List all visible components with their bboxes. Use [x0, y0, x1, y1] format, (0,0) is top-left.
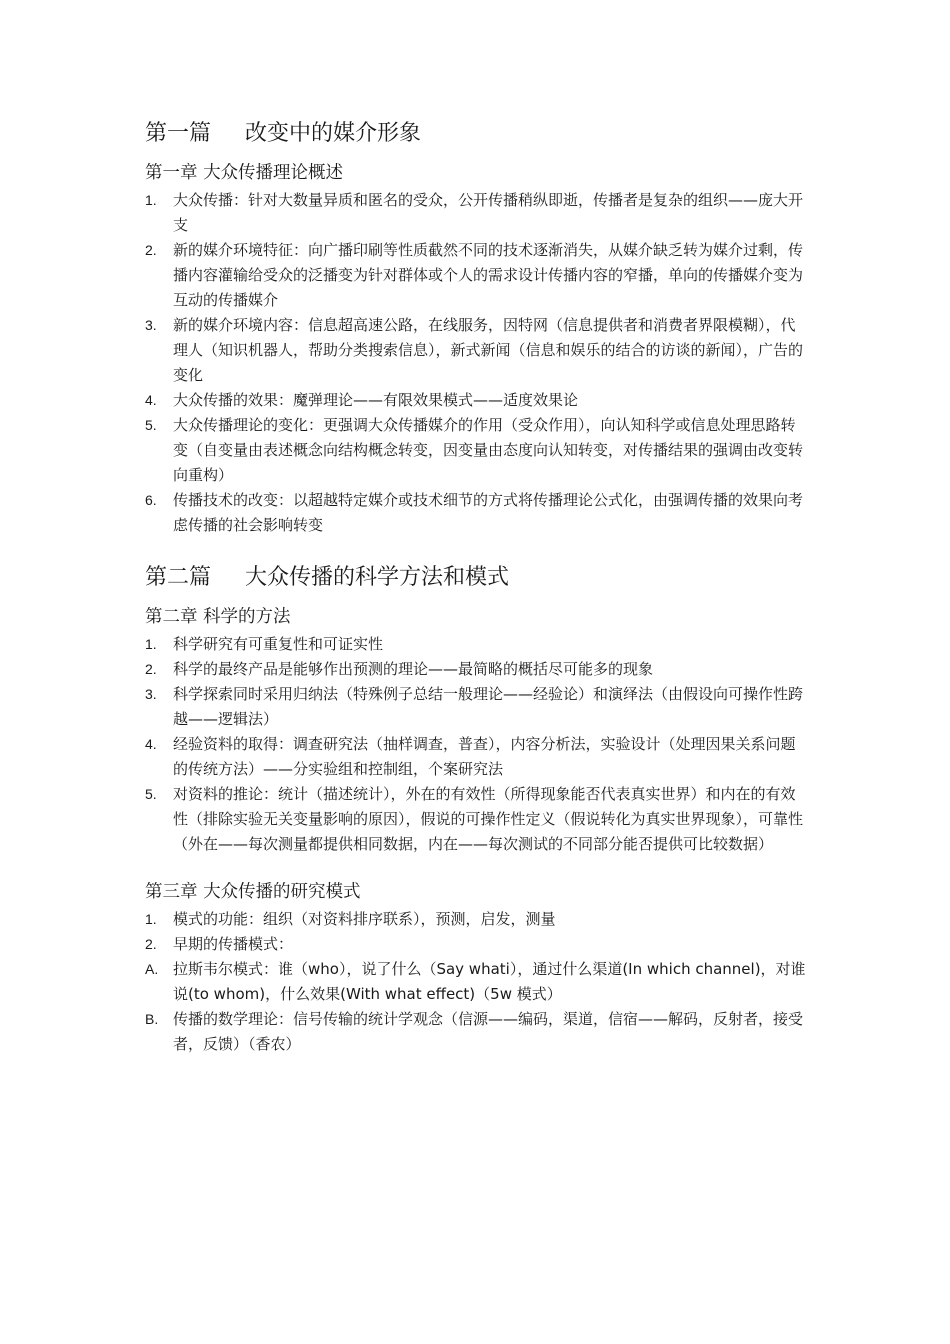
list-marker: 1.: [145, 192, 157, 208]
list-marker: 2.: [145, 936, 157, 952]
list-marker: A.: [145, 961, 159, 977]
item-list: [145, 188, 810, 538]
part-title: [145, 562, 810, 594]
list-item-text: 传播的数学理论：信号传输的统计学观念（信源——编码，渠道，信宿——解码，反射者，接受者，反馈）（香农）: [173, 1010, 804, 1053]
list-marker: 4.: [145, 736, 157, 752]
list-item-text: 科学研究有可重复性和可证实性: [173, 635, 384, 653]
item-list: [145, 907, 810, 1057]
list-item: [145, 488, 810, 538]
item-list: [145, 632, 810, 857]
list-item: [145, 238, 810, 313]
part-number: 第一篇: [145, 121, 212, 146]
list-item: [145, 782, 810, 857]
part-name: 大众传播的科学方法和模式: [245, 565, 510, 590]
part-number: 第二篇: [145, 565, 212, 590]
list-item: [145, 957, 810, 1007]
chapter-title: 第二章 科学的方法: [145, 607, 291, 627]
spacer: [145, 857, 810, 879]
list-item: [145, 732, 810, 782]
list-marker: 2.: [145, 242, 157, 258]
list-item: [145, 188, 810, 238]
list-item-text: 拉斯韦尔模式：谁（who），说了什么（Say whati），通过什么渠道(In which channel)，对谁说(to whom)，什么效果(With what effect)（5w 模式）: [173, 960, 806, 1003]
list-item-text: 大众传播的效果：魔弹理论——有限效果模式——适度效果论: [173, 391, 579, 409]
list-item-text: 对资料的推论：统计（描述统计），外在的有效性（所得现象能否代表真实世界）和内在的有效性（排除实验无关变量影响的原因），假说的可操作性定义（假说转化为真实世界现象），可靠性（外在——每次测量都提供相同数据，内在——每次测试的不同部分能否提供可比较数据）: [173, 785, 804, 853]
list-item: [145, 1007, 810, 1057]
list-item-text: 模式的功能：组织（对资料排序联系），预测，启发，测量: [173, 910, 556, 928]
list-item: [145, 932, 810, 957]
list-marker: 5.: [145, 786, 157, 802]
list-item-text: 传播技术的改变：以超越特定媒介或技术细节的方式将传播理论公式化，由强调传播的效果向考虑传播的社会影响转变: [173, 491, 804, 534]
list-marker: 2.: [145, 661, 157, 677]
part-name: 改变中的媒介形象: [245, 121, 422, 146]
list-item: [145, 388, 810, 413]
list-item: [145, 682, 810, 732]
list-item-text: 科学的最终产品是能够作出预测的理论——最简略的概括尽可能多的现象: [173, 660, 654, 678]
chapter-title: 第三章 大众传播的研究模式: [145, 882, 361, 902]
list-marker: 5.: [145, 417, 157, 433]
list-item: [145, 657, 810, 682]
list-marker: 1.: [145, 911, 157, 927]
document-page: [145, 118, 810, 1057]
list-marker: B.: [145, 1011, 159, 1027]
chapter-title: 第一章 大众传播理论概述: [145, 163, 344, 183]
list-item-text: 经验资料的取得：调查研究法（抽样调查，普查），内容分析法，实验设计（处理因果关系问题的传统方法）——分实验组和控制组，个案研究法: [173, 735, 796, 778]
list-marker: 3.: [145, 686, 157, 702]
list-item: [145, 313, 810, 388]
list-item-text: 新的媒介环境特征：向广播印刷等性质截然不同的技术逐渐消失，从媒介缺乏转为媒介过剩，传播内容灌输给受众的泛播变为针对群体或个人的需求设计传播内容的窄播，单向的传播媒介变为互动的传播媒介: [173, 241, 804, 309]
list-item: [145, 907, 810, 932]
list-item: [145, 413, 810, 488]
list-marker: 4.: [145, 392, 157, 408]
list-marker: 1.: [145, 636, 157, 652]
list-item-text: 早期的传播模式：: [173, 935, 294, 953]
list-item-text: 科学探索同时采用归纳法（特殊例子总结一般理论——经验论）和演绎法（由假设向可操作性跨越——逻辑法）: [173, 685, 804, 728]
list-marker: 3.: [145, 317, 157, 333]
list-item-text: 大众传播理论的变化：更强调大众传播媒介的作用（受众作用），向认知科学或信息处理思路转变（自变量由表述概念向结构概念转变，因变量由态度向认知转变，对传播结果的强调由改变转向重构）: [173, 416, 804, 484]
list-item-text: 大众传播：针对大数量异质和匿名的受众，公开传播稍纵即逝，传播者是复杂的组织——庞大开支: [173, 191, 804, 234]
list-marker: 6.: [145, 492, 157, 508]
spacer: [145, 538, 810, 562]
part-title: [145, 118, 810, 150]
list-item-text: 新的媒介环境内容：信息超高速公路，在线服务，因特网（信息提供者和消费者界限模糊），代理人（知识机器人，帮助分类搜索信息），新式新闻（信息和娱乐的结合的访谈的新闻），广告的变化: [173, 316, 804, 384]
list-item: [145, 632, 810, 657]
